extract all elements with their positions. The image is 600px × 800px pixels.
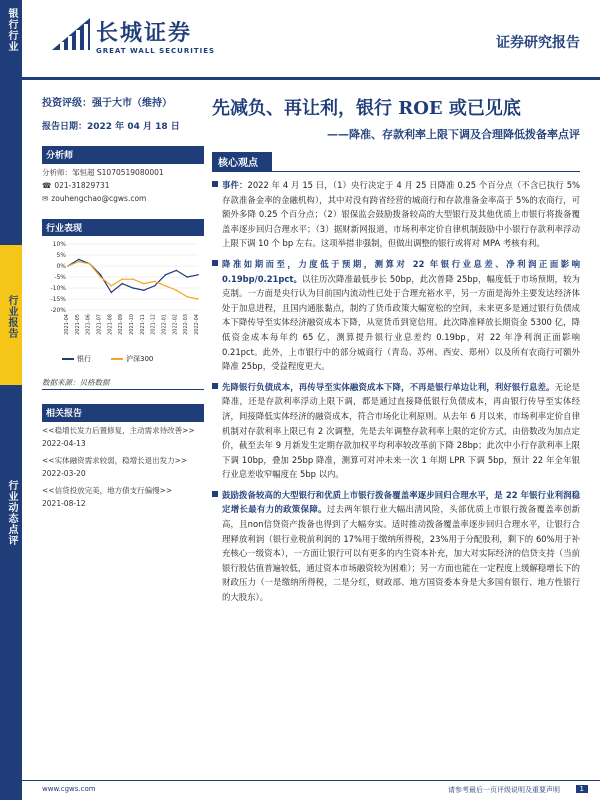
page-number: 1 [576, 785, 588, 793]
y-tick-label: -5% [54, 274, 66, 281]
x-tick-label: 2021-12 [150, 314, 157, 335]
trend-section-title: 行业表现 [42, 219, 204, 236]
related-report-date: 2022-04-13 [42, 439, 86, 448]
legend-swatch-hs300 [111, 358, 123, 360]
related-report-item[interactable] [42, 454, 204, 480]
paragraph-body: 无论是降准，还是存款利率浮动上限下调，都是通过直接降低银行负债成本，再由银行传导至实体经济，间接降低实体经济的融资成本，符合市场化让利原则。从去年 6 月以来，市场利率定价自律机制对存款利率上限已有 2 次调整，先是去年调整存款利率上限的定价方式，由倍数改为加点定价，截至去年 9 月新发生定期存款加权平均利率较改革前下降 28bp；此次中小行存款利率上限下调 10bp，叠加 25bp 降准，测算可对冲未来一次 1 年期 LPR 下调 5bp，预计 22 年全年银行业息差收窄幅度在 5bp 以内。 [222, 381, 581, 480]
paragraph-body: 以往历次降准最低步长 50bp，此次普降 25bp，幅度低于市场预期，较为克制。一方面是央行认为目前国内流动性已处于合理充裕水平，另一方面是海外主要发达经济体处于加息进程，且国内通胀黏点，制约了货币政策大幅宽松的空间，未来更多是通过银行负债成本下降传导至实体经济融资成本下降，从宽货币到宽信用。此次降准释放长期资金 5300 亿，降低资金成本每年约 65 亿，测算提升银行业息差约 0.19bp，对 22 年净利润正面影响 0.21pct。此外，上市银行中的部分城商行（青岛、苏州、西安、郑州）以及所有农商行可额外降准 25bp，受益程度更大。 [222, 273, 580, 372]
report-title: 先减负、再让利，银行 ROE 或已见底 [212, 98, 521, 119]
data-point [186, 276, 188, 278]
sidebar-type-tag [0, 385, 22, 800]
footer-website[interactable]: www.cgws.com [42, 785, 96, 793]
analyst-email[interactable]: zouhengchao@cgws.com [51, 194, 147, 203]
data-point [197, 274, 199, 276]
data-point [176, 289, 178, 291]
data-point [154, 285, 156, 287]
left-column [42, 80, 204, 510]
email-row [42, 192, 204, 205]
related-report-date: 2022-03-20 [42, 469, 86, 478]
paragraph-body: 过去两年银行业大幅出清风险，头部优质上市银行拨备覆盖率创新高，且non信贷资产拨备也得到了大幅夯实。适时推动拨备覆盖率逐步回归合理水平，让银行合理释放利润（银行业税前利润的 17%用于缴纳所得税，23%用于分配股利，剩下的 60%用于补充核心一级资本），一方面让银行可以有更多的内生资本补充，加大对实际经济的信贷支持（当前银行股估值普遍较低，通过资本市场融资较为困难）；另一方面也能在一定程度上缓解稳增长下的财政压力（一是缴纳所得税，二是分红，财政部、地方国资委本身是大多国有银行、地方性银行的大股东）。 [222, 504, 581, 603]
data-point [67, 265, 69, 267]
legend-label-hs300: 沪深300 [126, 355, 154, 363]
company-logo [50, 14, 215, 56]
x-tick-label: 2021-05 [74, 314, 81, 335]
report-type: 证券研究报告 [496, 35, 580, 51]
y-tick-label: -15% [50, 296, 66, 303]
x-tick-label: 2021-10 [129, 314, 135, 335]
data-point [89, 263, 91, 265]
data-point [111, 285, 113, 287]
data-point [132, 278, 134, 280]
data-point [121, 278, 123, 280]
related-report-title[interactable]: <<实体融资需求较弱，稳增长退出发力>> [42, 456, 188, 465]
page-footer [22, 780, 600, 800]
sidebar-report-tag [0, 245, 22, 385]
analyst-name: 分析师：邹恒超 S1070519080001 [42, 168, 164, 177]
legend-swatch-bank [62, 358, 74, 360]
bullet-icon [212, 257, 222, 374]
x-tick-label: 2022-02 [172, 314, 179, 335]
phone-icon: ☎ [42, 181, 52, 190]
paragraph-provision [212, 488, 580, 605]
industry-performance-chart [42, 238, 204, 348]
y-tick-label: -10% [50, 285, 66, 292]
y-tick-label: 10% [52, 241, 66, 248]
y-tick-label: -20% [50, 307, 66, 314]
related-report-item[interactable] [42, 484, 204, 510]
paragraph-lead: 事件： [222, 180, 248, 190]
paragraph-lead: 鼓励拨备较高的大型银行和优质上市银行拨备覆盖率逐步回归合理水平，是 22 年银行业利润稳定增长最有力的政策保障。 [222, 489, 580, 515]
main-content [212, 80, 580, 605]
data-point [78, 259, 80, 261]
paragraph-liability-cost [212, 380, 580, 482]
data-point [100, 276, 102, 278]
great-wall-logo-icon [50, 14, 92, 56]
data-point [176, 270, 178, 272]
data-point [197, 298, 199, 300]
x-tick-label: 2022-01 [161, 314, 168, 335]
bullet-icon [212, 488, 222, 605]
x-tick-label: 2021-11 [139, 314, 146, 335]
logo-english-name: GREAT WALL SECURITIES [96, 46, 216, 55]
related-report-date: 2021-08-12 [42, 499, 86, 508]
legend-label-bank: 银行 [77, 355, 91, 363]
data-point [186, 296, 188, 298]
x-tick-label: 2021-08 [107, 314, 114, 335]
data-point [165, 274, 167, 276]
email-icon: ✉ [42, 194, 49, 203]
data-point [165, 285, 167, 287]
page-header [22, 0, 600, 80]
phone-row [42, 179, 204, 192]
x-tick-label: 2021-07 [96, 314, 103, 335]
bullet-icon [212, 178, 222, 251]
x-tick-label: 2022-03 [183, 314, 190, 335]
related-section-title: 相关报告 [42, 404, 204, 421]
sidebar-report-label: 行业报告 [6, 295, 17, 339]
bullet-icon [212, 380, 222, 482]
chart-source: 数据来源：贝格数据 [42, 376, 204, 390]
sidebar-industry-tag [0, 0, 22, 245]
paragraph-lead: 降准如期而至，力度低于预期，测算对 22 年银行业息差、净利润正面影响 0.19bp/0.21pct。 [222, 258, 580, 284]
related-report-title[interactable]: <<稳增长发力后置修复，主动需求待改善>> [42, 426, 195, 435]
report-date: 报告日期：2022 年 04 月 18 日 [42, 122, 180, 132]
x-tick-label: 2021-09 [118, 314, 125, 335]
paragraph-text [222, 257, 580, 374]
y-tick-label: 5% [56, 252, 66, 259]
related-report-item[interactable] [42, 424, 204, 450]
sidebar-industry-label: 银行行业 [6, 8, 17, 52]
paragraph-text [222, 488, 580, 605]
analyst-section-title: 分析师 [42, 146, 204, 163]
data-point [154, 281, 156, 283]
logo-chinese-name: 长城证券 [96, 19, 193, 46]
analyst-phone: 021-31829731 [54, 181, 110, 190]
report-subtitle: ——降准、存款利率上限下调及合理降低拨备率点评 [327, 128, 580, 141]
sidebar-type-label: 行业动态点评 [6, 480, 17, 546]
paragraph-text [222, 178, 580, 251]
data-point [100, 274, 102, 276]
x-tick-label: 2022-04 [194, 314, 200, 335]
x-tick-label: 2021-04 [64, 314, 70, 335]
paragraph-event [212, 178, 580, 251]
data-point [143, 283, 145, 285]
paragraph-text [222, 380, 580, 482]
paragraph-rrr-cut [212, 257, 580, 374]
y-tick-label: 0% [56, 263, 66, 270]
series-line-hs300 [68, 262, 198, 299]
chart-legend [62, 354, 204, 364]
related-report-title[interactable]: <<信贷投放完美，地方债支行偏慢>> [42, 486, 173, 495]
core-divider [212, 171, 580, 172]
paragraph-lead: 先降银行负债成本，再传导至实体融资成本下降，不再是银行单边让利，利好银行息差。 [222, 381, 555, 392]
legend-item-bank [62, 354, 91, 364]
data-point [78, 261, 80, 263]
analyst-row [42, 166, 204, 179]
x-tick-label: 2021-06 [85, 314, 92, 335]
data-point [132, 287, 134, 289]
paragraph-body: 2022 年 4 月 15 日，（1）央行决定于 4 月 25 日降准 0.25 个百分点（不含已执行 5%存款准备金率的金融机构），其中对没有跨省经营的城商行和存款准备金率高于 5%的农商行，可额外多降 0.25 个百分点；（2）银保监会鼓励拨备较高的大型银行及其他优质上市银行将拨备覆盖率逐步回归合理水平；（3）据财新网报道，市场利率定价自律机制鼓励中小银行存款利率浮动上限下调 10 个 bp 左右。这项举措非强制，但做出调整的银行或将对 MPA 考核有利。 [222, 180, 581, 249]
data-point [121, 283, 123, 285]
investment-rating: 投资评级：强于大市（维持） [42, 98, 172, 109]
legend-item-hs300 [111, 354, 153, 364]
data-point [111, 292, 113, 294]
data-point [143, 289, 145, 291]
footer-disclaimer: 请参考最后一页评级说明及重要声明 [448, 786, 560, 794]
core-view-label: 核心观点 [212, 152, 272, 171]
